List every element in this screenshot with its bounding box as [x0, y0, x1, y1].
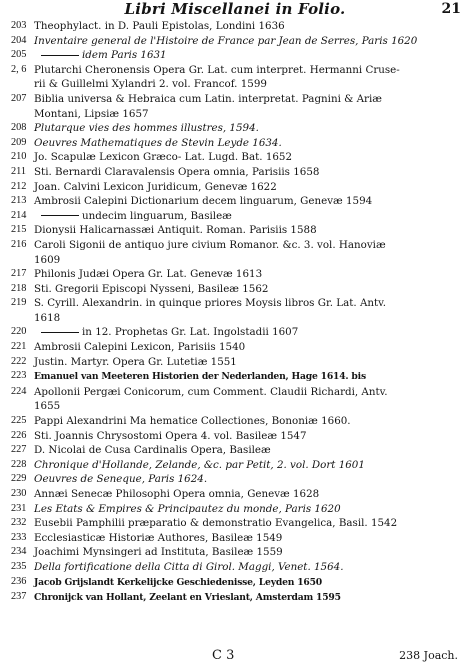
catalogue-entry	[11, 590, 464, 606]
entry-line	[34, 590, 464, 606]
catalogue-entry	[11, 429, 464, 444]
entry-line-text: Chronique d'Hollande, Zelande, &c. par Petit, 2. vol. Dort 1601	[34, 458, 365, 471]
ditto-dash	[41, 332, 79, 333]
entry-text	[34, 355, 464, 370]
catalogue-entry	[11, 355, 464, 370]
entry-line-text: Inventaire general de l'Histoire de France par Jean de Serres, Paris 1620	[34, 34, 418, 47]
catalogue-entry	[11, 34, 464, 49]
entry-line-text: Apollonii Pergæi Conicorum, cum Comment. Claudii Richardi, Antv.	[34, 385, 388, 398]
entry-number: 219	[11, 297, 27, 309]
page-header	[0, 0, 470, 20]
entry-line	[34, 560, 464, 575]
entry-line	[34, 355, 464, 370]
entry-number: 220	[11, 326, 27, 338]
entry-line	[34, 502, 464, 517]
catalogue-entry	[11, 575, 464, 591]
catalogue-entry	[11, 325, 464, 340]
entry-number: 209	[11, 136, 27, 148]
entry-number: 216	[11, 238, 27, 250]
entry-line-text: Justin. Martyr. Opera Gr. Lutetiæ 1551	[34, 355, 237, 368]
entry-line	[34, 385, 464, 400]
catalogue-entry	[11, 180, 464, 195]
entry-text	[34, 238, 464, 267]
entry-text	[34, 63, 464, 92]
entry-line	[34, 150, 464, 165]
entry-line-text: Jacob Grijslandt Kerkelijcke Geschiedenisse, Leyden 1650	[34, 576, 322, 588]
entry-line	[34, 194, 464, 209]
entry-number: 212	[11, 180, 27, 192]
entry-line-text: idem Paris 1631	[82, 49, 167, 62]
entry-number: 204	[11, 34, 27, 46]
entry-line	[34, 180, 464, 195]
entry-line	[34, 92, 464, 107]
entry-line-text: Biblia universa & Hebraica cum Latin. interpretat. Pagnini & Ariæ	[34, 92, 382, 105]
entry-line	[34, 107, 464, 122]
entry-line-text: Les Etats & Empires & Principautez du monde, Paris 1620	[34, 502, 341, 515]
catalogue-entry	[11, 223, 464, 238]
catalogue-entry	[11, 19, 464, 34]
entry-number: 215	[11, 224, 27, 236]
catalogue-entry	[11, 48, 464, 63]
entry-text	[34, 223, 464, 238]
entry-number: 210	[11, 151, 27, 163]
entry-line	[34, 77, 464, 92]
ditto-dash	[41, 215, 79, 216]
entry-line	[34, 296, 464, 311]
entry-line-text: Annæi Senecæ Philosophi Opera omnia, Genevæ 1628	[34, 488, 320, 500]
entry-text	[34, 516, 464, 531]
entry-line-text: rii & Guillelmi Xylandri 2. vol. Francof. 1599	[34, 78, 267, 91]
entry-line	[34, 516, 464, 531]
entry-line	[34, 429, 464, 444]
catalogue-entry	[11, 63, 464, 92]
catalogue-entry	[11, 531, 464, 546]
entry-line	[34, 369, 464, 385]
catalogue-entry	[11, 502, 464, 517]
entry-number: 228	[11, 458, 27, 470]
entry-text	[34, 180, 464, 195]
entry-number: 218	[11, 282, 27, 294]
entry-number: 214	[11, 209, 27, 221]
entry-number: 233	[11, 531, 27, 543]
entry-line	[34, 282, 464, 297]
entry-line-text: Theophylact. in D. Pauli Epistolas, Londini 1636	[34, 20, 285, 32]
running-title: Libri Miscellanei in Folio.	[124, 0, 346, 18]
entry-line-text: Sti. Bernardi Claravalensis Opera omnia, Parisiis 1658	[34, 165, 320, 178]
catalogue-entry	[11, 487, 464, 502]
entry-text	[34, 590, 464, 606]
entry-line	[34, 487, 464, 502]
entry-text	[34, 429, 464, 444]
entry-line-text: Dionysii Halicarnassæi Antiquit. Roman. Parisiis 1588	[34, 224, 317, 237]
entry-line	[34, 19, 464, 34]
entry-line	[34, 267, 464, 282]
entry-number: 2, 6	[11, 63, 27, 75]
entry-line-text: Plutarchi Cheronensis Opera Gr. Lat. cum interpret. Hermanni Cruse-	[34, 63, 400, 76]
entry-text	[34, 385, 464, 414]
entry-text	[34, 267, 464, 282]
entry-number: 203	[11, 20, 27, 31]
catalogue-entry	[11, 385, 464, 414]
entry-line	[34, 399, 464, 414]
catalogue-entry	[11, 472, 464, 487]
entry-text	[34, 560, 464, 575]
entry-line	[34, 443, 464, 458]
catalogue-entry	[11, 414, 464, 429]
page-footer	[0, 648, 470, 664]
entry-line	[34, 63, 464, 78]
entry-line-text: Philonis Judæi Opera Gr. Lat. Genevæ 1613	[34, 268, 263, 281]
entry-number: 221	[11, 341, 27, 353]
entry-line	[34, 340, 464, 355]
entry-number: 208	[11, 122, 27, 134]
entry-line-text: Ambrosii Calepini Dictionarium decem linguarum, Genevæ 1594	[34, 195, 373, 208]
entry-text	[34, 443, 464, 458]
entry-line-text: 1618	[34, 311, 61, 324]
entry-line	[34, 414, 464, 429]
entry-line-text: Joan. Calvini Lexicon Juridicum, Genevæ 1622	[34, 180, 277, 193]
catalogue-entry	[11, 545, 464, 560]
entry-number: 223	[11, 370, 27, 382]
entry-line-text: Oeuvres Mathematiques de Stevin Leyde 1634.	[34, 136, 282, 149]
entry-number: 232	[11, 517, 27, 529]
catalogue-entry	[11, 238, 464, 267]
entry-number: 217	[11, 268, 27, 280]
entry-text	[34, 121, 464, 136]
entry-number: 236	[11, 575, 27, 587]
entry-text	[34, 92, 464, 121]
entry-line-text: Sti. Gregorii Episcopi Nysseni, Basileæ 1562	[34, 282, 269, 295]
catalogue-entry	[11, 560, 464, 575]
entry-text	[34, 502, 464, 517]
entry-line	[34, 325, 464, 340]
entry-number: 237	[11, 591, 27, 603]
entry-line-text: 1609	[34, 253, 61, 266]
entry-line-text: Eusebii Pamphilii præparatio & demonstratio Evangelica, Basil. 1542	[34, 517, 398, 530]
entry-number: 226	[11, 429, 27, 441]
entry-text	[34, 194, 464, 209]
entry-line	[34, 575, 464, 591]
entry-line	[34, 48, 464, 63]
entry-text	[34, 325, 464, 340]
entry-number: 211	[11, 165, 27, 177]
entry-text	[34, 136, 464, 151]
entry-line-text: Chronijck van Hollant, Zeelant en Vrieslant, Amsterdam 1595	[34, 592, 341, 604]
entry-line-text: Ambrosii Calepini Lexicon, Parisiis 1540	[34, 341, 246, 354]
catalogue-entry	[11, 443, 464, 458]
catalogue-entry	[11, 121, 464, 136]
catchword: 238 Joach.	[399, 649, 458, 662]
entry-text	[34, 414, 464, 429]
catalogue-entry	[11, 516, 464, 531]
entry-text	[34, 34, 464, 49]
entry-line	[34, 253, 464, 268]
catalogue-entry	[11, 340, 464, 355]
entry-text	[34, 545, 464, 560]
entry-line-text: Caroli Sigonii de antiquo jure civium Romanor. &c. 3. vol. Hanoviæ	[34, 238, 386, 251]
entry-number: 227	[11, 444, 27, 456]
entry-number: 234	[11, 546, 27, 558]
entry-text	[34, 340, 464, 355]
entry-number: 213	[11, 195, 27, 207]
entry-number: 230	[11, 488, 27, 499]
entry-text	[34, 48, 464, 63]
entry-line-text: Emanuel van Meeteren Historien der Nederlanden, Hage 1614. bis	[34, 371, 366, 383]
catalogue-entry-list	[11, 19, 464, 606]
entry-number: 222	[11, 355, 27, 367]
entry-text	[34, 209, 464, 224]
entry-text	[34, 296, 464, 325]
entry-line	[34, 136, 464, 151]
entry-text	[34, 458, 464, 473]
entry-line-text: Pappi Alexandrini Ma hematice Collectiones, Bononiæ 1660.	[34, 415, 351, 428]
entry-line-text: undecim linguarum, Basileæ	[82, 209, 232, 222]
entry-line-text: D. Nicolai de Cusa Cardinalis Opera, Basileæ	[34, 444, 271, 457]
catalogue-entry	[11, 369, 464, 385]
entry-text	[34, 531, 464, 546]
entry-number: 224	[11, 385, 27, 397]
entry-number: 229	[11, 473, 27, 485]
catalogue-entry	[11, 209, 464, 224]
entry-text	[34, 19, 464, 34]
catalogue-entry	[11, 150, 464, 165]
catalogue-entry	[11, 92, 464, 121]
entry-text	[34, 165, 464, 180]
entry-line-text: Della fortificatione della Citta di Girol. Maggi, Venet. 1564.	[34, 560, 344, 573]
entry-line	[34, 238, 464, 253]
catalogue-entry	[11, 267, 464, 282]
entry-text	[34, 150, 464, 165]
catalogue-entry	[11, 296, 464, 325]
catalogue-entry	[11, 282, 464, 297]
entry-line	[34, 458, 464, 473]
entry-line-text: Ecclesiasticæ Historiæ Authores, Basileæ 1549	[34, 531, 283, 544]
entry-line-text: Plutarque vies des hommes illustres, 1594.	[34, 122, 259, 135]
entry-line	[34, 165, 464, 180]
entry-text	[34, 575, 464, 591]
entry-number: 225	[11, 415, 27, 427]
entry-line	[34, 472, 464, 487]
entry-line-text: 1655	[34, 400, 61, 413]
entry-line	[34, 34, 464, 49]
catalogue-entry	[11, 136, 464, 151]
entry-line-text: Jo. Scapulæ Lexicon Græco- Lat. Lugd. Bat. 1652	[34, 151, 293, 164]
entry-number: 207	[11, 92, 27, 104]
entry-text	[34, 487, 464, 502]
entry-line-text: Montani, Lipsiæ 1657	[34, 107, 149, 120]
entry-line	[34, 223, 464, 238]
entry-number: 205	[11, 49, 27, 61]
entry-line	[34, 311, 464, 326]
entry-line-text: Sti. Joannis Chrysostomi Opera 4. vol. Basileæ 1547	[34, 429, 307, 442]
page-number: 21	[441, 1, 461, 17]
entry-number: 231	[11, 502, 27, 514]
entry-line-text: Oeuvres de Seneque, Paris 1624.	[34, 473, 208, 486]
entry-text	[34, 369, 464, 385]
catalogue-entry	[11, 194, 464, 209]
entry-line-text: S. Cyrill. Alexandrin. in quinque priores Moysis libros Gr. Lat. Antv.	[34, 297, 387, 310]
catalogue-entry	[11, 165, 464, 180]
entry-number: 235	[11, 560, 27, 572]
entry-text	[34, 472, 464, 487]
entry-line-text: Joachimi Mynsingeri ad Instituta, Basileæ 1559	[34, 546, 283, 559]
entry-line	[34, 209, 464, 224]
catalogue-entry	[11, 458, 464, 473]
entry-text	[34, 282, 464, 297]
signature-mark: C 3	[212, 648, 235, 663]
ditto-dash	[41, 55, 79, 56]
entry-line-text: in 12. Prophetas Gr. Lat. Ingolstadii 1607	[82, 326, 299, 339]
entry-line	[34, 531, 464, 546]
entry-line	[34, 121, 464, 136]
entry-line	[34, 545, 464, 560]
